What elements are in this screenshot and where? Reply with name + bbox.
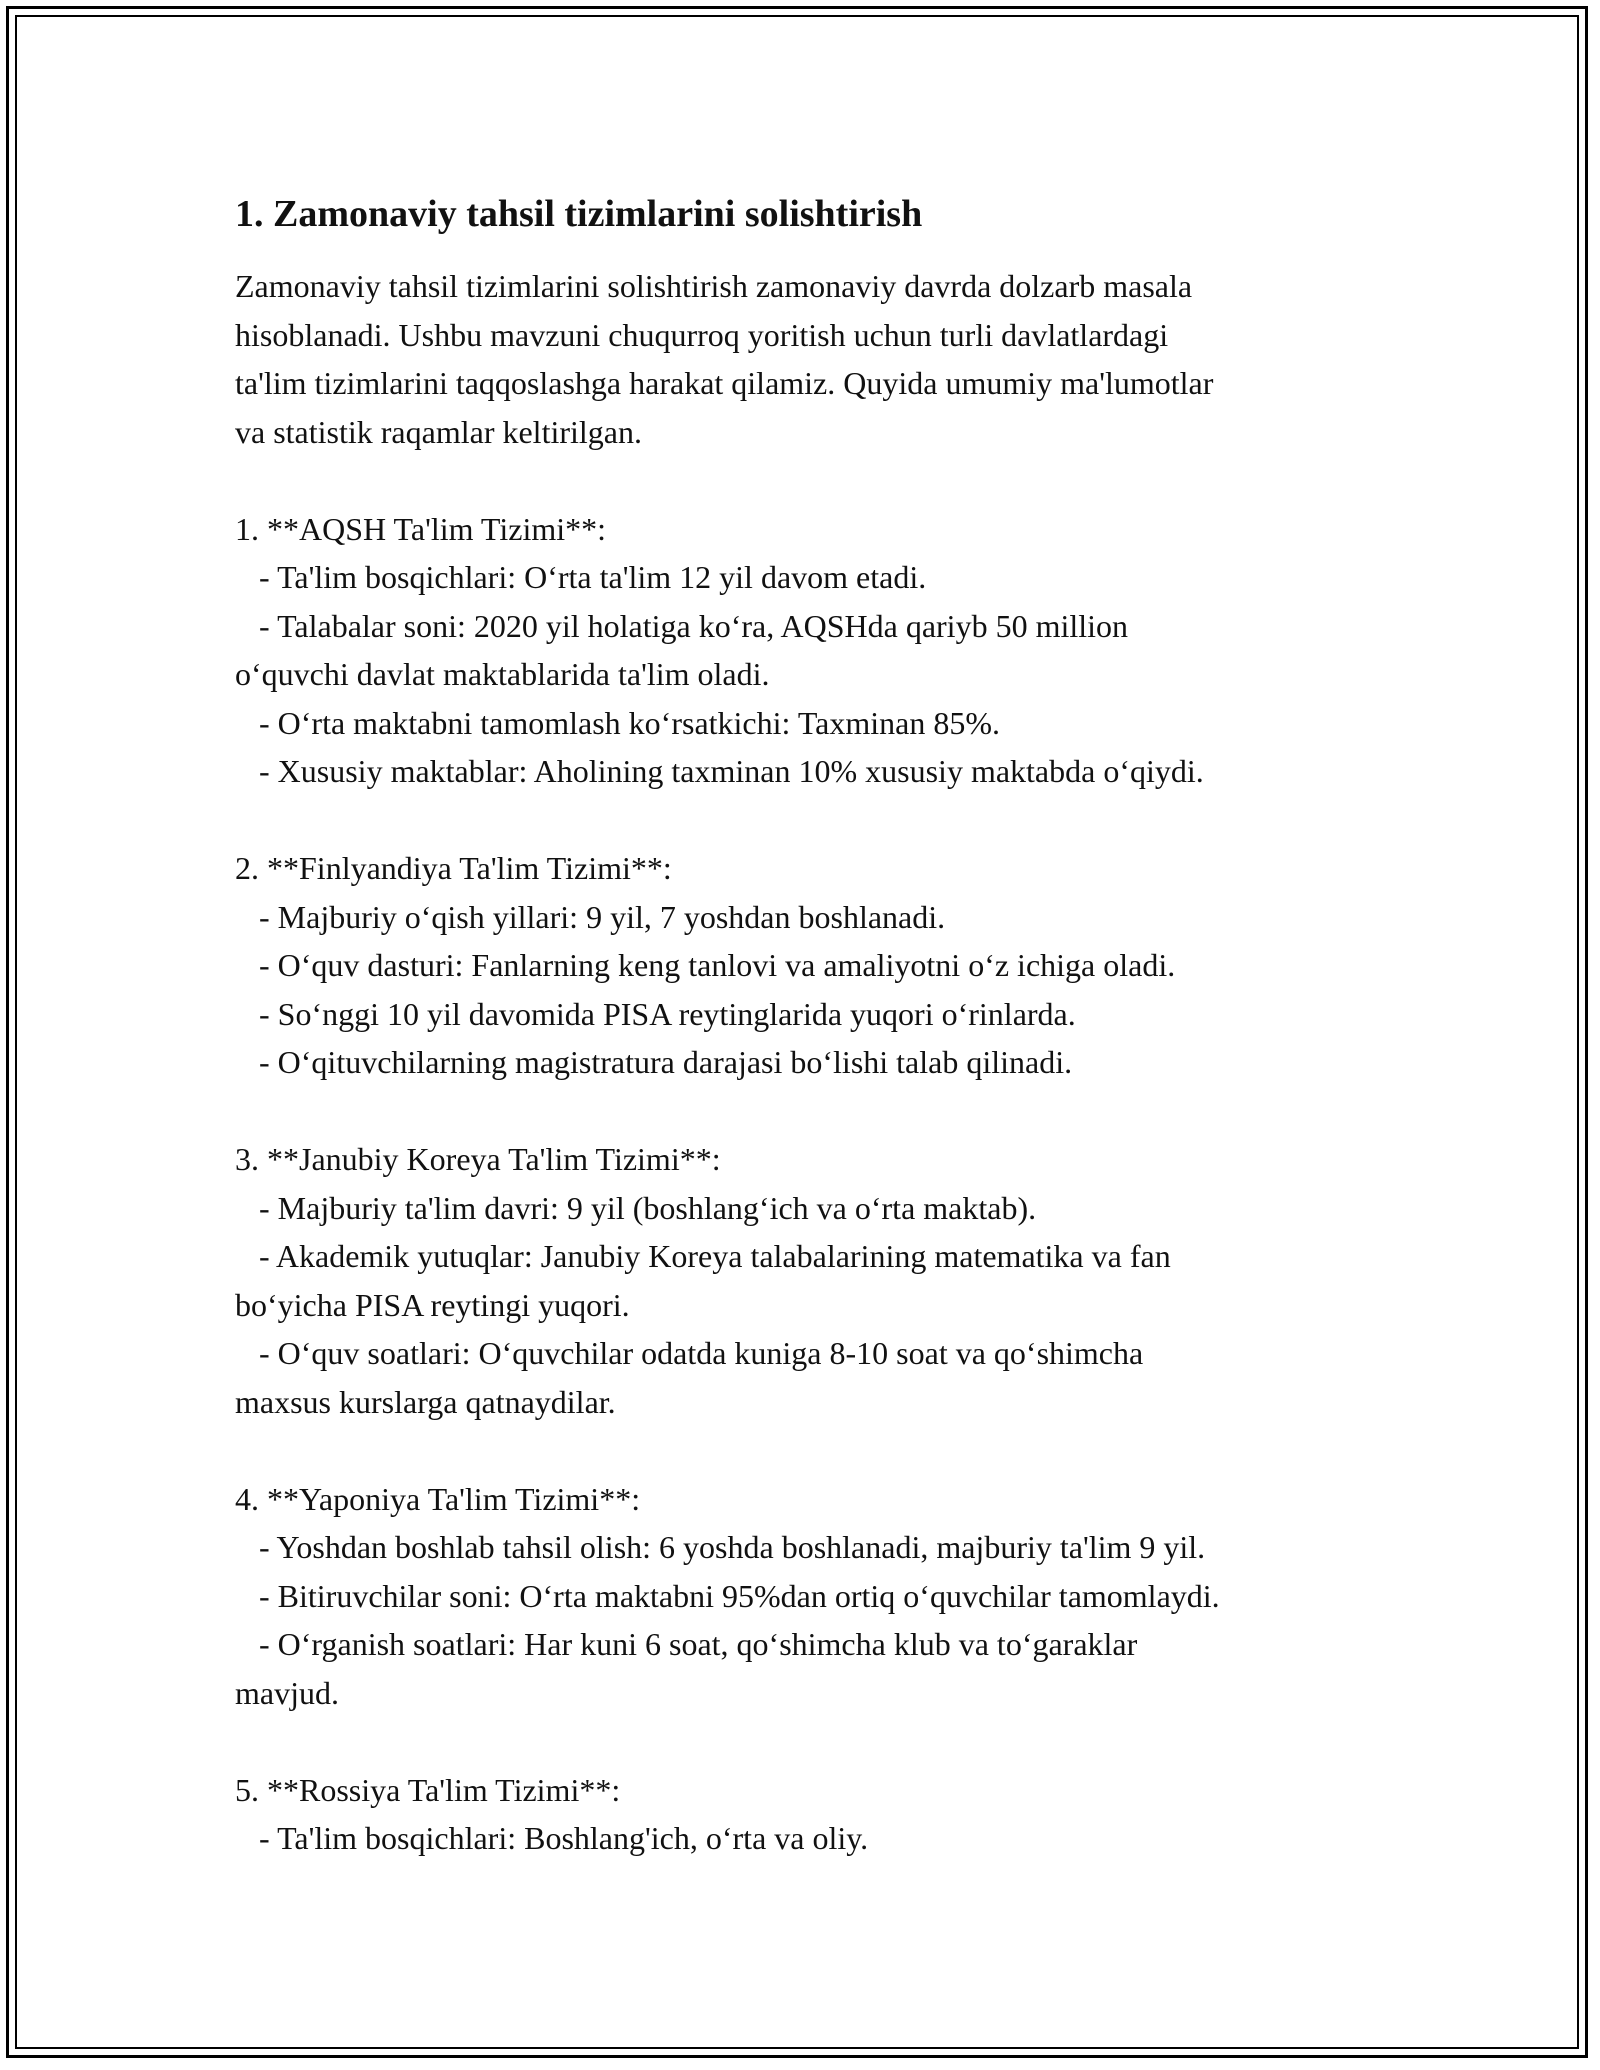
document-title: 1. Zamonaviy tahsil tizimlarini solishtirish <box>235 193 923 235</box>
document-body: Zamonaviy tahsil tizimlarini solishtirish zamonaviy davrda dolzarb masala hisoblanadi. Ushbu mavzuni chuqurroq yoritish uchun turli davlatlardagi ta'lim tizimlarini taqqoslashga harakat qilamiz. Quyida umumiy ma'lumotlar va statistik raqamlar keltirilgan. 1. **AQSH Ta'lim Tizimi**: - Ta'lim bosqichlari: O‘rta ta'lim 12 yil davom etadi. - Talabalar soni: 2020 yil holatiga ko‘ra, AQSHda qariyb 50 million o‘quvchi davlat maktablarida ta'lim oladi. - O‘rta maktabni tamomlash ko‘rsatkichi: Taxminan 85%. - Xususiy maktablar: Aholining taxminan 10% xususiy maktabda o‘qiydi. 2. **Finlyandiya Ta'lim Tizimi**: - Majburiy o‘qish yillari: 9 yil, 7 yoshdan boshlanadi. - O‘quv dasturi: Fanlarning keng tanlovi va amaliyotni o‘z ichiga oladi. - So‘nggi 10 yil davomida PISA reytinglarida yuqori o‘rinlarda. - O‘qituvchilarning magistratura darajasi bo‘lishi talab qilinadi. 3. **Janubiy Koreya Ta'lim Tizimi**: - Majburiy ta'lim davri: 9 yil (boshlang‘ich va o‘rta maktab). - Akademik yutuqlar: Janubiy Koreya talabalarining matematika va fan bo‘yicha PISA reytingi yuqori. - O‘quv soatlari: O‘quvchilar odatda kuniga 8-10 soat va qo‘shimcha maxsus kurslarga qatnaydilar. 4. **Yaponiya Ta'lim Tizimi**: - Yoshdan boshlab tahsil olish: 6 yoshda boshlanadi, majburiy ta'lim 9 yil. - Bitiruvchilar soni: O‘rta maktabni 95%dan ortiq o‘quvchilar tamomlaydi. - O‘rganish soatlari: Har kuni 6 soat, qo‘shimcha klub va to‘garaklar mavjud. 5. **Rossiya Ta'lim Tizimi**: - Ta'lim bosqichlari: Boshlang'ich, o‘rta va oliy. <box>235 268 1220 1856</box>
document-page <box>235 188 1395 1863</box>
